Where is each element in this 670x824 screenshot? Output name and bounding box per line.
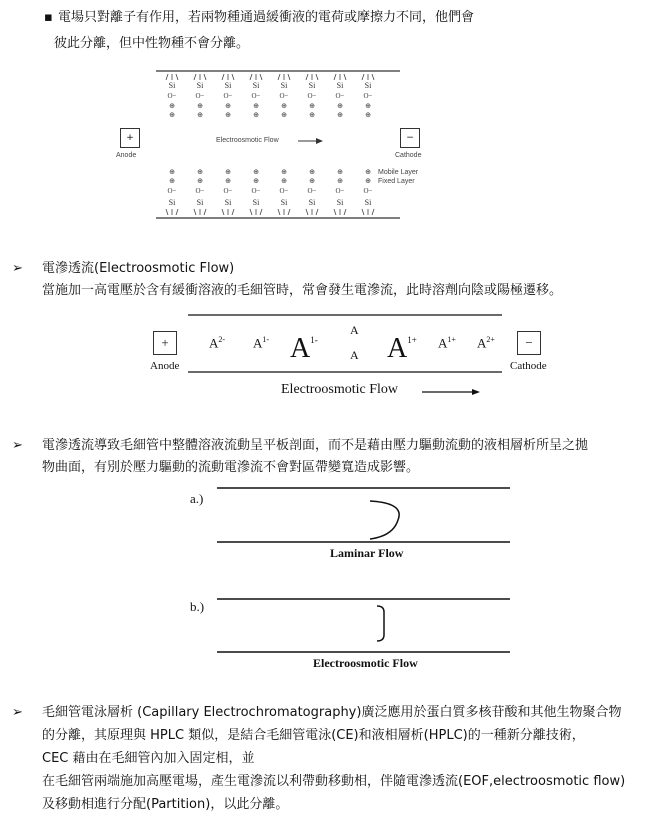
anode-box: [120, 128, 140, 148]
paragraph-line: 彼此分離，但中性物種不會分離。: [54, 36, 250, 51]
paragraph-line: 毛細管電泳層析 (Capillary Electrochromatography)廣泛應用於蛋白質多核苷酸和其他生物聚合物: [42, 705, 622, 720]
wall-charge-glyph: ⊕: [169, 102, 175, 110]
flow-label: Electroosmotic Flow: [216, 137, 279, 144]
wall-charge-glyph: O−: [251, 92, 261, 100]
silanol-bond: [204, 209, 206, 215]
wall-charge-glyph: ⊕: [169, 111, 175, 119]
wall-charge-glyph: ⊕: [253, 111, 259, 119]
wall-charge-glyph: O−: [363, 92, 373, 100]
wall-charge-glyph: ⊕: [365, 111, 371, 119]
paragraph-line: 電場只對離子有作用，若兩物種通過緩衝液的電荷或摩擦力不同，他們會: [58, 10, 475, 25]
silanol-bond: [362, 74, 364, 80]
mobile-layer-label: Mobile Layer: [378, 169, 419, 176]
silanol-bond: [316, 209, 318, 215]
silanol-bond: [232, 209, 234, 215]
silanol-bond: [232, 74, 234, 80]
wall-charge-glyph: ⊕: [281, 168, 287, 176]
wall-charge-glyph: ⊕: [309, 102, 315, 110]
ion-a2-plus: $A^{2+}$: [477, 335, 495, 351]
wall-charge-glyph: O−: [335, 92, 345, 100]
silanol-bond: [194, 209, 196, 215]
silanol-bond: [250, 209, 252, 215]
capillary-wall-figure: [110, 66, 440, 226]
wall-charge-glyph: ⊕: [281, 177, 287, 185]
wall-charge-glyph: ⊕: [225, 177, 231, 185]
wall-charge-glyph: ⊕: [337, 111, 343, 119]
wall-charge-glyph: O−: [279, 92, 289, 100]
wall-charge-glyph: Si: [336, 198, 344, 207]
ion-migration-figure: [140, 305, 560, 405]
wall-charge-glyph: Si: [336, 81, 344, 90]
wall-charge-glyph: ⊕: [337, 168, 343, 176]
wall-charge-glyph: O−: [335, 187, 345, 195]
flow-profile-diagram: [180, 480, 520, 670]
wall-charge-glyph: O−: [223, 92, 233, 100]
wall-charge-glyph: ⊕: [309, 168, 315, 176]
silanol-bond: [372, 74, 374, 80]
wall-charge-glyph: ⊕: [197, 102, 203, 110]
wall-charge-glyph: Si: [168, 198, 176, 207]
wall-charge-glyph: ⊕: [197, 168, 203, 176]
flow-arrow-head: [472, 389, 480, 395]
wall-charge-glyph: O−: [251, 187, 261, 195]
bullet-arrow: ➢: [12, 261, 23, 276]
wall-charge-glyph: Si: [252, 198, 260, 207]
silanol-bond: [176, 74, 178, 80]
parabolic-profile: [370, 501, 399, 539]
wall-charge-glyph: Si: [280, 198, 288, 207]
silanol-bond: [288, 74, 290, 80]
cathode-label: Cathode: [395, 152, 422, 159]
wall-charge-glyph: O−: [195, 187, 205, 195]
wall-charge-glyph: ⊕: [309, 111, 315, 119]
wall-charge-glyph: ⊕: [169, 168, 175, 176]
wall-charge-glyph: O−: [363, 187, 373, 195]
neutral-a-bottom: A: [350, 348, 359, 362]
wall-charge-glyph: O−: [167, 92, 177, 100]
paragraph-line: 及移動相進行分配(Partition)，以此分離。: [42, 797, 289, 812]
silanol-bond: [250, 74, 252, 80]
fixed-layer-label: Fixed Layer: [378, 178, 415, 185]
wall-charge-glyph: Si: [364, 81, 372, 90]
wall-charge-glyph: Si: [308, 198, 316, 207]
silanol-bond: [166, 74, 168, 80]
silanol-bond: [362, 209, 364, 215]
flow-arrow-head: [316, 138, 323, 144]
cathode-box: [400, 128, 420, 148]
eof-caption: Electroosmotic Flow: [313, 656, 418, 670]
ion-a2-minus: $A^{2-}$: [209, 335, 226, 351]
paragraph-line: CEC 藉由在毛細管內加入固定相，並: [42, 751, 255, 766]
minus-sign: −: [525, 335, 533, 350]
wall-charge-glyph: ⊕: [281, 102, 287, 110]
wall-charge-glyph: ⊕: [309, 177, 315, 185]
figure-b-label: b.): [190, 599, 205, 614]
wall-charge-glyph: O−: [223, 187, 233, 195]
plus-sign: +: [161, 335, 169, 350]
flow-profile-figure: [180, 480, 520, 670]
silanol-bond: [288, 209, 290, 215]
wall-charge-glyph: ⊕: [253, 102, 259, 110]
bullet-square: ▪: [44, 10, 53, 25]
flow-label: Electroosmotic Flow: [281, 382, 399, 397]
silanol-bond: [334, 209, 336, 215]
wall-charge-glyph: ⊕: [225, 111, 231, 119]
silanol-bond: [194, 74, 196, 80]
paragraph-line: 當施加一高電壓於含有緩衝溶液的毛細管時，常會發生電滲流，此時溶劑向陰或陽極遷移。: [42, 283, 563, 298]
ion-large-a1-minus: $A^{1-}$: [290, 333, 318, 364]
wall-charge-glyph: ⊕: [365, 177, 371, 185]
wall-charge-glyph: ⊕: [337, 177, 343, 185]
ion-a1-minus: $A^{1-}$: [253, 335, 270, 351]
bullet-arrow: ➢: [12, 438, 23, 453]
silanol-bond: [260, 74, 262, 80]
wall-charge-glyph: ⊕: [197, 177, 203, 185]
plus-sign: +: [126, 133, 134, 143]
paragraph-line: 電滲透流導致毛細管中整體溶液流動呈平板剖面，而不是藉由壓力驅動流動的液相層析所呈之拋: [42, 438, 589, 453]
wall-charge-glyph: O−: [307, 187, 317, 195]
wall-charge-glyph: Si: [224, 198, 232, 207]
anode-label: Anode: [116, 152, 137, 159]
wall-charge-glyph: ⊕: [197, 111, 203, 119]
laminar-flow-caption: Laminar Flow: [330, 546, 404, 560]
ion-large-a1-plus: $A^{1+}$: [387, 333, 417, 364]
wall-charge-glyph: Si: [196, 198, 204, 207]
neutral-a-top: A: [350, 323, 359, 337]
paragraph-line: 物曲面，有別於壓力驅動的流動電滲流不會對區帶變寬造成影響。: [42, 460, 420, 475]
wall-charge-glyph: ⊕: [225, 168, 231, 176]
silanol-bond: [344, 209, 346, 215]
wall-charge-glyph: Si: [364, 198, 372, 207]
wall-charge-glyph: ⊕: [225, 102, 231, 110]
capillary-wall-diagram: [110, 66, 440, 226]
wall-charge-glyph: O−: [279, 187, 289, 195]
wall-charge-glyph: ⊕: [253, 168, 259, 176]
paragraph-line: 的分離，其原理與 HPLC 類似，是結合毛細管電泳(CE)和液相層析(HPLC)的一種新分離技術，: [42, 728, 585, 743]
silanol-bond: [166, 209, 168, 215]
wall-charge-glyph: ⊕: [253, 177, 259, 185]
silanol-bond: [278, 74, 280, 80]
anode-box: [153, 331, 177, 355]
silanol-bond: [306, 209, 308, 215]
wall-charge-glyph: Si: [196, 81, 204, 90]
flat-profile: [377, 606, 384, 641]
wall-charge-glyph: Si: [224, 81, 232, 90]
silanol-bond: [306, 74, 308, 80]
cathode-box: [517, 331, 541, 355]
minus-sign: −: [406, 133, 414, 143]
wall-charge-glyph: ⊕: [337, 102, 343, 110]
wall-charge-glyph: ⊕: [365, 102, 371, 110]
ion-a1-plus: $A^{1+}$: [438, 335, 456, 351]
wall-charge-glyph: ⊕: [365, 168, 371, 176]
bullet-arrow: ➢: [12, 705, 23, 720]
wall-charge-glyph: Si: [280, 81, 288, 90]
anode-label: Anode: [150, 360, 180, 372]
figure-a-label: a.): [190, 491, 204, 506]
silanol-bond: [316, 74, 318, 80]
silanol-bond: [222, 74, 224, 80]
silanol-bond: [260, 209, 262, 215]
wall-charge-glyph: O−: [195, 92, 205, 100]
silanol-bond: [176, 209, 178, 215]
wall-charge-glyph: ⊕: [281, 111, 287, 119]
wall-charge-glyph: Si: [252, 81, 260, 90]
silanol-bond: [372, 209, 374, 215]
silanol-bond: [334, 74, 336, 80]
wall-charge-glyph: O−: [167, 187, 177, 195]
wall-charge-glyph: Si: [308, 81, 316, 90]
silanol-bond: [278, 209, 280, 215]
section-title: 電滲透流(Electroosmotic Flow): [42, 261, 235, 276]
cathode-label: Cathode: [510, 360, 547, 372]
wall-charge-glyph: ⊕: [169, 177, 175, 185]
silanol-bond: [204, 74, 206, 80]
wall-charge-glyph: Si: [168, 81, 176, 90]
wall-charge-glyph: O−: [307, 92, 317, 100]
paragraph-line: 在毛細管兩端施加高壓電場，產生電滲流以利帶動移動相，伴隨電滲透流(EOF,electroosmotic flow): [42, 774, 626, 789]
silanol-bond: [344, 74, 346, 80]
silanol-bond: [222, 209, 224, 215]
